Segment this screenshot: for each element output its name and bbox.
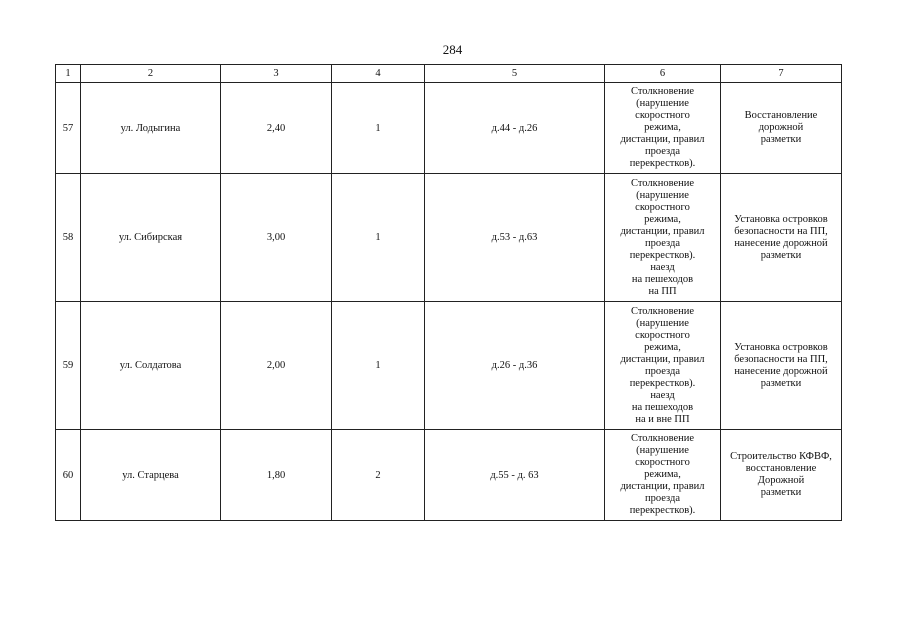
measure-line: безопасности на ПП, <box>734 353 828 365</box>
incident-line: режима, <box>644 213 681 225</box>
incident-line: (нарушение <box>636 98 689 109</box>
page-number: 284 <box>442 42 463 57</box>
measure-line: разметки <box>760 377 802 389</box>
incident-line: перекрестков). <box>629 158 696 169</box>
column-header: 1 <box>56 65 81 83</box>
street-name: ул. Солдатова <box>81 302 221 430</box>
incident-line: на пешеходов <box>631 401 694 413</box>
measure-line: Установка островков <box>734 341 828 353</box>
table-row <box>56 83 842 174</box>
length-value: 1,80 <box>221 430 332 521</box>
count-value: 1 <box>332 174 425 302</box>
incident-line: проезда <box>645 365 680 377</box>
count-value: 2 <box>332 430 425 521</box>
incident-line: (нарушение <box>636 445 689 456</box>
length-value: 2,00 <box>221 302 332 430</box>
section-range: д.55 - д. 63 <box>425 430 605 521</box>
header-row <box>56 65 842 83</box>
incident-type <box>605 83 721 174</box>
incident-line: дистанции, правил <box>620 481 705 492</box>
street-name: ул. Старцева <box>81 430 221 521</box>
data-table <box>55 64 842 521</box>
column-header: 2 <box>81 65 221 83</box>
measure-line: нанесение дорожной <box>734 237 828 249</box>
measures <box>721 302 842 430</box>
incident-line: скоростного <box>635 329 690 341</box>
incident-line: дистанции, правил <box>620 225 705 237</box>
incident-line: перекрестков). <box>629 377 696 389</box>
measure-line: Восстановление дорожной <box>744 110 818 133</box>
measure-line: безопасности на ПП, <box>734 225 828 237</box>
section-range: д.44 - д.26 <box>425 83 605 174</box>
column-header: 6 <box>605 65 721 83</box>
table-row <box>56 430 842 521</box>
incident-line: проезда <box>645 146 680 157</box>
table-row <box>56 174 842 302</box>
measure-line: восстановление Дорожной <box>745 463 817 486</box>
street-name: ул. Лодыгина <box>81 83 221 174</box>
incident-line: на и вне ПП <box>635 413 690 425</box>
count-value: 1 <box>332 302 425 430</box>
measures <box>721 83 842 174</box>
incident-line: скоростного <box>635 110 690 121</box>
incident-line: перекрестков). <box>629 249 696 261</box>
incident-line: наезд <box>650 389 675 401</box>
incident-line: (нарушение <box>636 317 689 329</box>
row-number: 60 <box>56 430 81 521</box>
incident-line: режима, <box>644 469 681 480</box>
table-row <box>56 302 842 430</box>
incident-line: скоростного <box>635 457 690 468</box>
incident-line: на ПП <box>648 285 677 297</box>
incident-line: Столкновение <box>630 177 695 189</box>
measure-line: Установка островков <box>734 213 828 225</box>
measure-line: нанесение дорожной <box>734 365 828 377</box>
measure-line: разметки <box>760 249 802 261</box>
section-range: д.26 - д.36 <box>425 302 605 430</box>
incident-line: Столкновение <box>630 433 695 444</box>
incident-line: Столкновение <box>630 86 695 97</box>
length-value: 3,00 <box>221 174 332 302</box>
measure-line: разметки <box>760 487 802 498</box>
measure-line: разметки <box>760 134 802 145</box>
column-header: 3 <box>221 65 332 83</box>
incident-line: (нарушение <box>636 189 689 201</box>
incident-line: перекрестков). <box>629 505 696 516</box>
incident-line: режима, <box>644 122 681 133</box>
measures <box>721 430 842 521</box>
row-number: 58 <box>56 174 81 302</box>
column-header: 7 <box>721 65 842 83</box>
incident-line: скоростного <box>635 201 690 213</box>
row-number: 57 <box>56 83 81 174</box>
incident-line: дистанции, правил <box>620 353 705 365</box>
incident-line: на пешеходов <box>631 273 694 285</box>
incident-line: режима, <box>644 341 681 353</box>
row-number: 59 <box>56 302 81 430</box>
incident-type <box>605 174 721 302</box>
incident-line: проезда <box>645 493 680 504</box>
incident-line: Столкновение <box>630 305 695 317</box>
incident-type <box>605 302 721 430</box>
measure-line: Строительство КФВФ, <box>730 451 832 462</box>
incident-line: наезд <box>650 261 675 273</box>
street-name: ул. Сибирская <box>81 174 221 302</box>
incident-line: проезда <box>645 237 680 249</box>
length-value: 2,40 <box>221 83 332 174</box>
measures <box>721 174 842 302</box>
column-header: 4 <box>332 65 425 83</box>
column-header: 5 <box>425 65 605 83</box>
incident-line: дистанции, правил <box>620 134 705 145</box>
section-range: д.53 - д.63 <box>425 174 605 302</box>
count-value: 1 <box>332 83 425 174</box>
incident-type <box>605 430 721 521</box>
